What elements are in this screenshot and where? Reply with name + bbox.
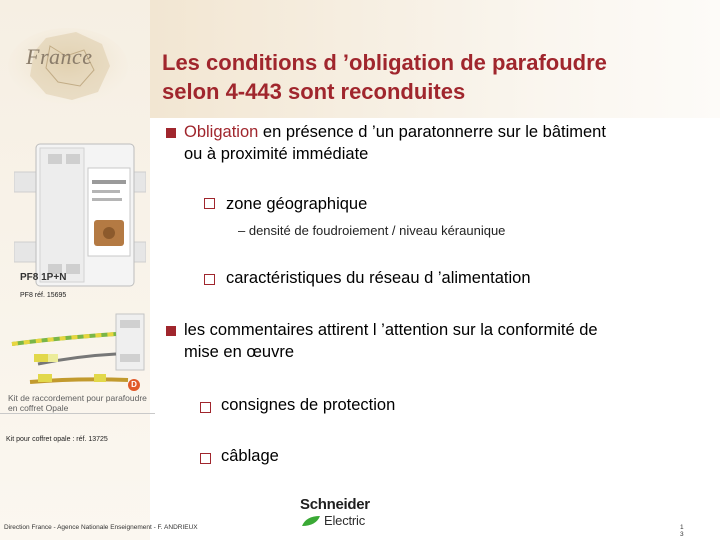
hollow-square-bullet-icon [204,198,215,209]
hollow-square-bullet-icon [200,402,211,413]
page-number [680,524,684,538]
bullet-commentaires-line2: mise en œuvre [184,343,295,361]
hollow-square-bullet-icon [204,274,215,285]
bullet-obligation [184,122,606,143]
caption-divider [0,413,155,414]
page-number-digit-1: 1 [680,524,684,531]
obligation-text-line2: ou à proximité immédiate [184,145,369,163]
surge-protector-image [14,138,146,292]
page-number-digit-2: 3 [680,531,684,538]
sub-item-reseau: caractéristiques du réseau d ’alimentation [226,269,531,287]
footer-text: Direction France - Agence Nationale Enseignement - F. ANDRIEUX [4,524,198,531]
title-line-1: Les conditions d ’obligation de parafoudre [162,50,607,75]
obligation-highlight: Obligation [184,123,259,141]
schneider-electric-logo [296,496,382,534]
sub-item-zone-detail: – densité de foudroiement / niveau kéraunique [238,223,506,238]
obligation-text: en présence d ’un paratonnerre sur le bâtiment [258,123,606,141]
logo-brand-sub: Electric [324,513,366,528]
device-label: PF8 1P+N [20,272,67,283]
device-reference: PF8 réf. 15695 [20,292,67,299]
page-title [162,48,607,106]
france-logo-text: France [26,44,93,69]
kit-reference: Kit pour coffret opale : réf. 13725 [6,436,108,443]
title-line-2: selon 4-443 sont reconduites [162,79,466,104]
leaf-icon [300,514,322,528]
sub-item-consignes: consignes de protection [221,396,396,414]
logo-brand-name: Schneider [300,496,370,513]
square-bullet-icon [166,128,176,138]
sub-item-cablage: câblage [221,447,279,465]
hollow-square-bullet-icon [200,453,211,464]
kit-caption [8,393,147,413]
kit-badge: D [128,379,140,391]
bullet-commentaires: les commentaires attirent l ’attention sur la conformité de [184,321,598,339]
sub-item-zone: zone géographique [226,195,368,213]
square-bullet-icon [166,326,176,336]
kit-caption-line-2: en coffret Opale [8,403,69,413]
kit-caption-line-1: Kit de raccordement pour parafoudre [8,393,147,403]
